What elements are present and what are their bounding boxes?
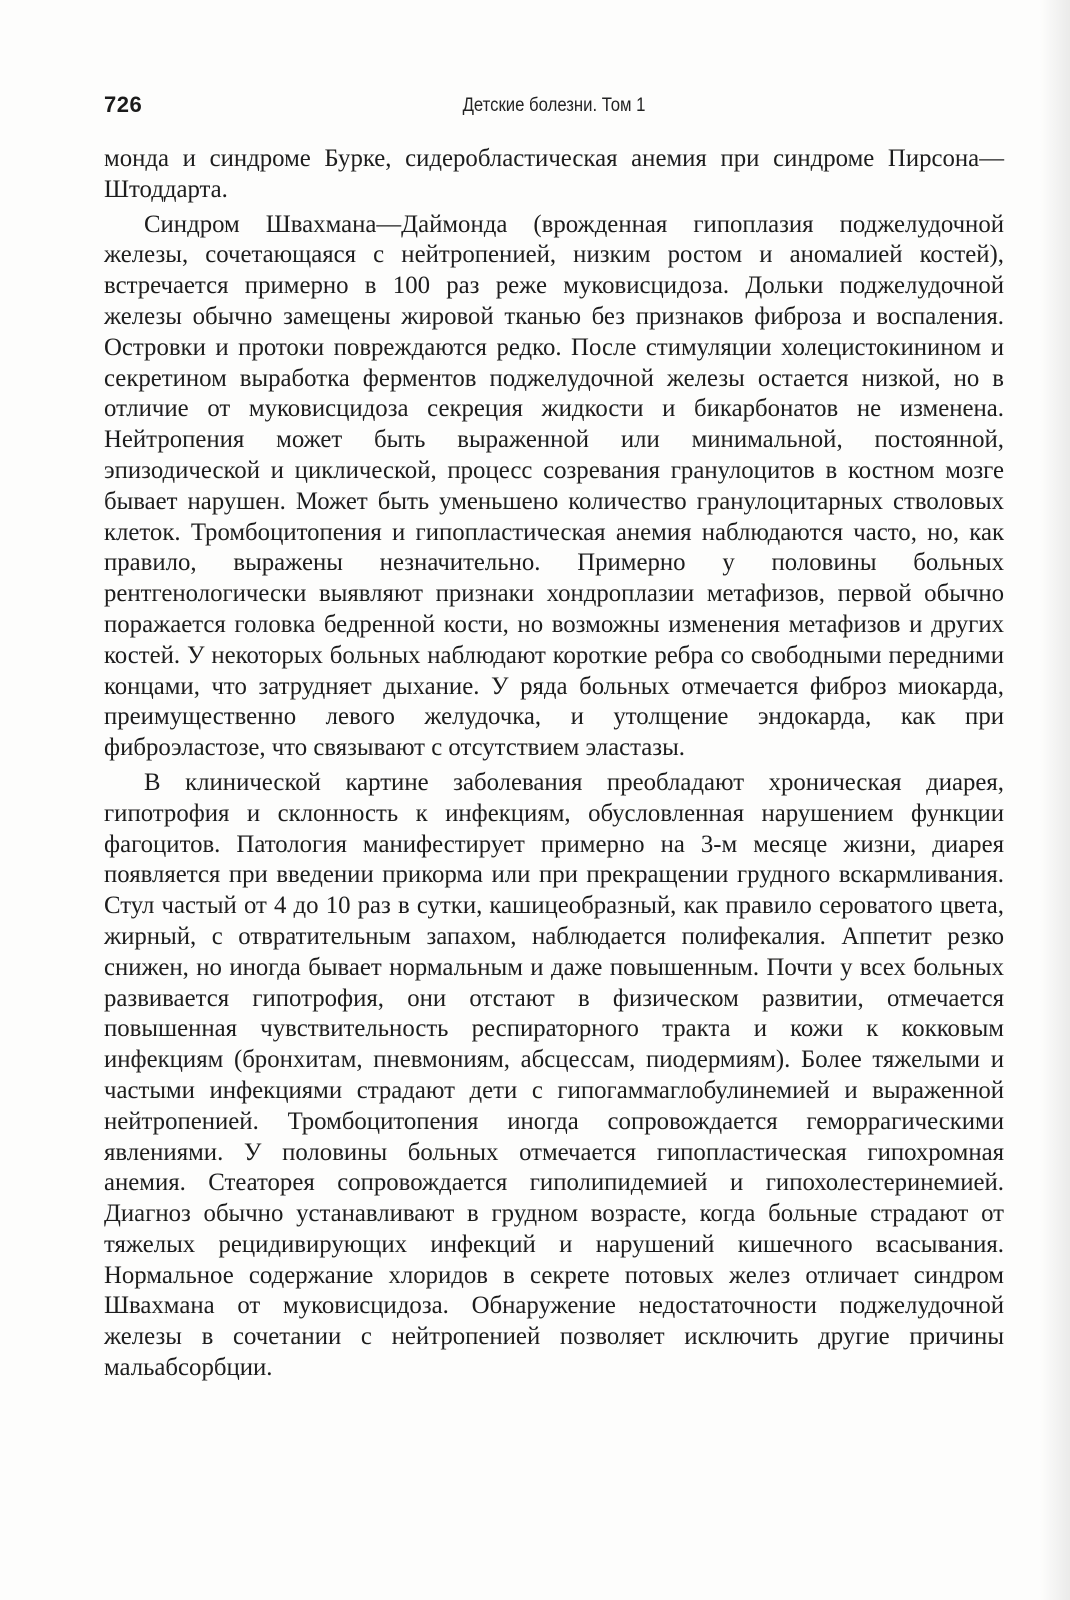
running-header bbox=[104, 92, 1004, 122]
paragraph-continuation: монда и синдроме Бурке, сидеробластическая анемия при синдроме Пирсона—Штоддарта. bbox=[104, 145, 1004, 203]
paragraph-clinical-picture: В клинической картине заболевания преобладают хроническая диарея, гипотрофия и склонность к инфекциям, обусловленная нарушением функции фагоцитов. Патология манифестирует примерно на 3-м месяце жизни, диарея появляется при введении прикорма или при прекращении грудного вскармливания. Стул частый от 4 до 10 раз в сутки, кашицеобразный, как правило сероватого цвета, жирный, с отвратительным запахом, наблюдается полифекалия. Аппетит резко снижен, но иногда бывает нормальным и даже повышенным. Почти у всех больных развивается гипотрофия, они отстают в физическом развитии, отмечается повышенная чувствительность респираторного тракта и кожи к кокковым инфекциям (бронхитам, пневмониям, абсцессам, пиодермиям). Более тяжелыми и частыми инфекциями страдают дети с гипогаммаглобулинемией и выраженной нейтропенией. Тромбоцитопения иногда сопровождается геморрагическими явлениями. У половины больных отмечается гипопластическая гипохромная анемия. Стеаторея сопровождается гиполипидемией и гипохолестеринемией. Диагноз обычно устанавливают в грудном возрасте, когда больные страдают от тяжелых рецидивирующих инфекций и нарушений кишечного всасывания. Нормальное содержание хлоридов в секрете потовых желез отличает синдром Швахмана от муковисцидоза. Обнаружение недостаточности поджелудочной железы в сочетании с нейтропенией позволяет исключить другие причины мальабсорбции. bbox=[104, 768, 1004, 1382]
page-number: 726 bbox=[104, 92, 143, 117]
body-text bbox=[104, 144, 1004, 1384]
running-title: Детские болезни. Том 1 bbox=[462, 95, 646, 116]
paragraph-shwachman-diamond: Синдром Швахмана—Даймонда (врожденная гипоплазия поджелудочной железы, сочетающаяся с нейтропенией, низким ростом и аномалией костей), встречается примерно в 100 раз реже муковисцидоза. Дольки поджелудочной железы обычно замещены жировой тканью без признаков фиброза и воспаления. Островки и протоки повреждаются редко. После стимуляции холецистокинином и секретином выработка ферментов поджелудочной железы остается низкой, но в отличие от муковисцидоза секреция жидкости и бикарбонатов не изменена. Нейтропения может быть выраженной или минимальной, постоянной, эпизодической и циклической, процесс созревания гранулоцитов в костном мозге бывает нарушен. Может быть уменьшено количество гранулоцитарных стволовых клеток. Тромбоцитопения и гипопластическая анемия наблюдаются часто, но, как правило, выражены незначительно. Примерно у половины больных рентгенологически выявляют признаки хондроплазии метафизов, первой обычно поражается головка бедренной кости, но возможны изменения метафизов и других костей. У некоторых больных наблюдают короткие ребра со свободными передними концами, что затрудняет дыхание. У ряда больных отмечается фиброз миокарда, преимущественно левого желудочка, и утолщение эндокарда, как при фиброэластозе, что связывают с отсутствием эластазы. bbox=[104, 210, 1004, 762]
page-edge-shadow bbox=[1040, 0, 1070, 1600]
